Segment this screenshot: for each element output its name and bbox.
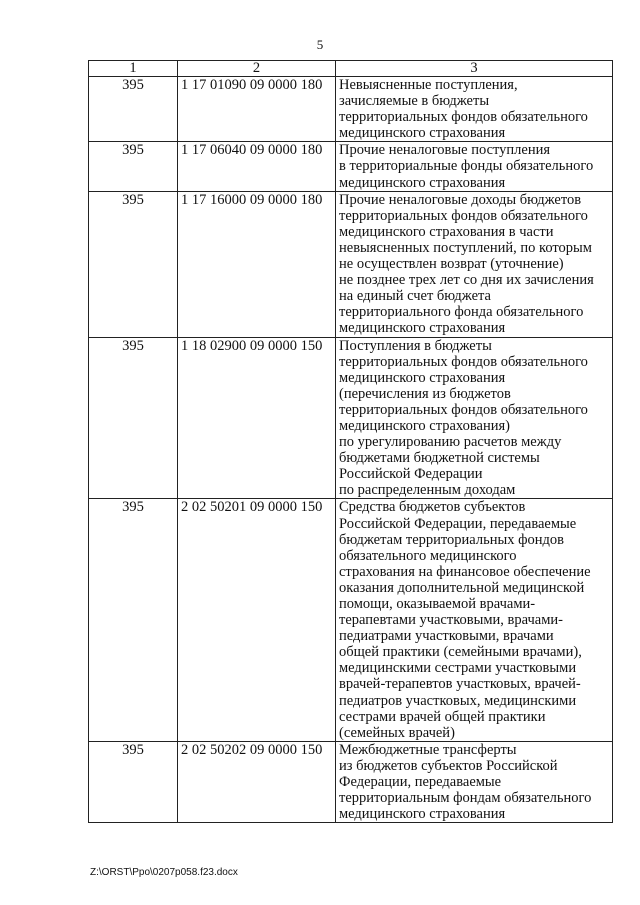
page-number: 5: [316, 37, 324, 52]
table-row: [89, 191, 613, 337]
header-col-2: 2: [178, 61, 336, 77]
table-row: [89, 741, 613, 822]
table-header: [89, 61, 613, 77]
header-col-3: 3: [336, 61, 613, 77]
admin-code-cell: 395: [89, 191, 178, 337]
budget-code-cell: 1 17 16000 09 0000 180: [178, 191, 336, 337]
admin-code-cell: 395: [89, 77, 178, 142]
admin-code-cell: 395: [89, 741, 178, 822]
admin-code-cell: 395: [89, 337, 178, 499]
header-row: [89, 61, 613, 77]
header-col-1: 1: [89, 61, 178, 77]
budget-code-cell: 1 17 01090 09 0000 180: [178, 77, 336, 142]
admin-code-cell: 395: [89, 499, 178, 741]
table-row: [89, 142, 613, 191]
admin-code-cell: 395: [89, 142, 178, 191]
income-name-cell: Прочие неналоговые поступления в территориальные фонды обязательного медицинского страхования: [336, 142, 613, 191]
budget-codes-table: [88, 60, 613, 823]
budget-code-cell: 1 18 02900 09 0000 150: [178, 337, 336, 499]
budget-code-cell: 2 02 50202 09 0000 150: [178, 741, 336, 822]
income-name-cell: Межбюджетные трансферты из бюджетов субъектов Российской Федерации, передаваемые территориальным фондам обязательного медицинского страхования: [336, 741, 613, 822]
budget-code-cell: 2 02 50201 09 0000 150: [178, 499, 336, 741]
table-row: [89, 337, 613, 499]
income-name-cell: Средства бюджетов субъектов Российской Федерации, передаваемые бюджетам территориальных фондов обязательного медицинского страхования на финансовое обеспечение оказания дополнительной медицинской помощи, оказываемой врачами- терапевтами участковыми, врачами- педиатрами участковыми, врачами общей практики (семейными врачами), медицинскими сестрами участковыми врачей-терапевтов участковых, врачей- педиатров участковых, медицинскими сестрами врачей общей практики (семейных врачей): [336, 499, 613, 741]
budget-code-cell: 1 17 06040 09 0000 180: [178, 142, 336, 191]
table-row: [89, 499, 613, 741]
file-path-footer: Z:\ORST\Ppo\0207p058.f23.docx: [90, 867, 238, 878]
table-body: [89, 77, 613, 823]
income-name-cell: Невыясненные поступления, зачисляемые в бюджеты территориальных фондов обязательного медицинского страхования: [336, 77, 613, 142]
income-name-cell: Поступления в бюджеты территориальных фондов обязательного медицинского страхования (перечисления из бюджетов территориальных фондов обязательного медицинского страхования) по урегулированию расчетов между бюджетами бюджетной системы Российской Федерации по распределенным доходам: [336, 337, 613, 499]
table-row: [89, 77, 613, 142]
income-name-cell: Прочие неналоговые доходы бюджетов территориальных фондов обязательного медицинского страхования в части невыясненных поступлений, по которым не осуществлен возврат (уточнение) не позднее трех лет со дня их зачисления на единый счет бюджета территориального фонда обязательного медицинского страхования: [336, 191, 613, 337]
